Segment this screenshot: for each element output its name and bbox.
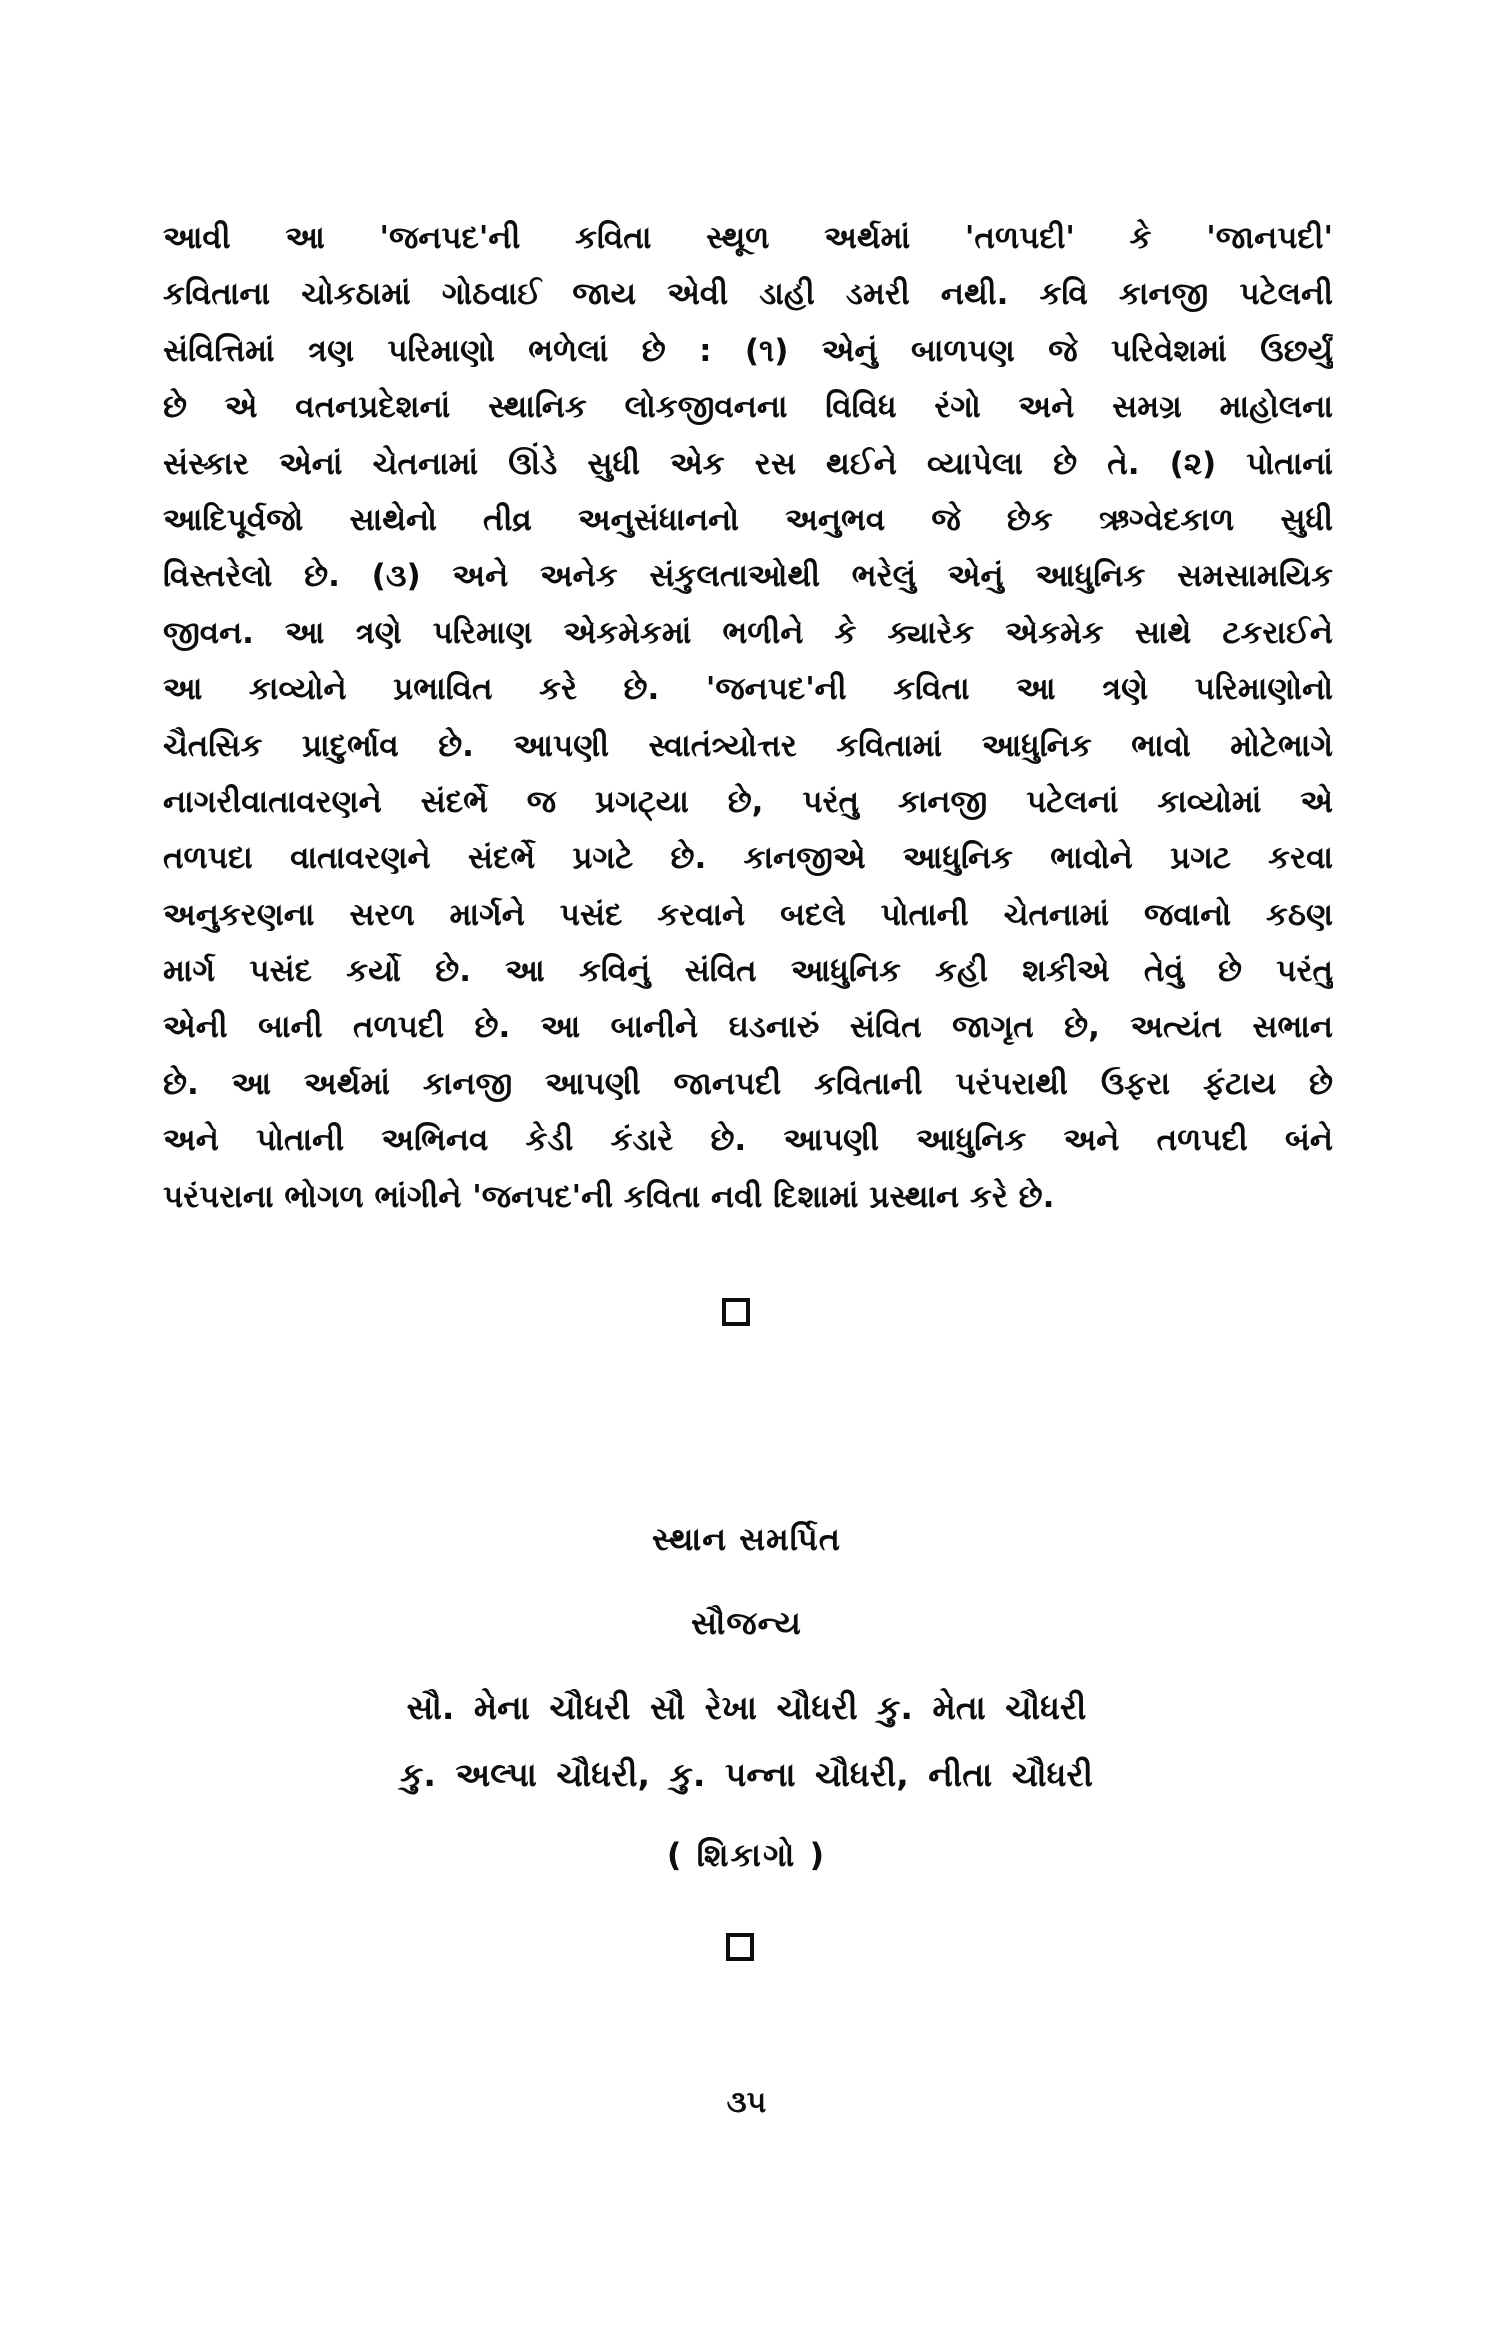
paragraph-line: કવિતાના ચોકઠામાં ગોઠવાઈ જાય એવી ડાહી ડમરી નથી. કવિ કાનજી પટેલની — [163, 276, 1333, 313]
paragraph-line: ચૈતસિક પ્રાદુર્ભાવ છે. આપણી સ્વાતંત્ર્યોત્તર કવિતામાં આધુનિક ભાવો મોટેભાગે — [163, 727, 1333, 764]
dedication-courtesy: સૌજન્ય — [691, 1604, 802, 1642]
paragraph-line: એની બાની તળપદી છે. આ બાનીને ઘડનારું સંવિત જાગૃત છે, અત્યંત સભાન — [163, 1009, 1333, 1046]
dedication-names-line: કુ. અલ્પા ચૌધરી, કુ. પન્ના ચૌધરી, નીતા ચૌધરી — [400, 1755, 1093, 1794]
paragraph-line: છે એ વતનપ્રદેશનાં સ્થાનિક લોકજીવનના વિવિધ રંગો અને સમગ્ર માહોલના — [163, 389, 1333, 426]
paragraph-line: આદિપૂર્વજો સાથેનો તીવ્ર અનુસંધાનનો અનુભવ જે છેક ઋગ્વેદકાળ સુધી — [163, 501, 1333, 538]
paragraph-line: માર્ગ પસંદ કર્યો છે. આ કવિનું સંવિત આધુનિક કહી શકીએ તેવું છે પરંતુ — [163, 953, 1333, 990]
paragraph-line: જીવન. આ ત્રણે પરિમાણ એકમેકમાં ભળીને કે ક્યારેક એકમેક સાથે ટકરાઈને — [163, 614, 1333, 651]
dedication-names-line: સૌ. મેના ચૌધરી સૌ રેખા ચૌધરી કુ. મેતા ચૌધરી — [406, 1688, 1087, 1727]
paragraph-line: આ કાવ્યોને પ્રભાવિત કરે છે. 'જનપદ'ની કવિતા આ ત્રણે પરિમાણોનો — [163, 671, 1333, 708]
dedication-city: ( શિકાગો ) — [666, 1836, 827, 1874]
paragraph-line: અને પોતાની અભિનવ કેડી કંડારે છે. આપણી આધુનિક અને તળપદી બંને — [163, 1122, 1333, 1159]
section-end-square-icon — [722, 1298, 750, 1326]
paragraph-line: આવી આ 'જનપદ'ની કવિતા સ્થૂળ અર્થમાં 'તળપદી' કે 'જાનપદી' — [163, 220, 1333, 256]
section-end-square-icon — [726, 1933, 754, 1961]
paragraph-line: સંવિત્તિમાં ત્રણ પરિમાણો ભળેલાં છે : (૧) એનું બાળપણ જે પરિવેશમાં ઉછર્યું — [163, 332, 1333, 369]
paragraph-line: વિસ્તરેલો છે. (૩) અને અનેક સંકુલતાઓથી ભરેલું એનું આધુનિક સમસામયિક — [163, 558, 1333, 595]
body-paragraph — [163, 210, 1333, 1225]
paragraph-line: છે. આ અર્થમાં કાનજી આપણી જાનપદી કવિતાની પરંપરાથી ઉફરા ફંટાય છે — [163, 1065, 1333, 1102]
paragraph-line: સંસ્કાર એનાં ચેતનામાં ઊંડે સુધી એક રસ થઈને વ્યાપેલા છે તે. (૨) પોતાનાં — [163, 445, 1333, 482]
dedication-heading: સ્થાન સમર્પિત — [652, 1520, 841, 1558]
paragraph-line: નાગરીવાતાવરણને સંદર્ભે જ પ્રગટ્યા છે, પરંતુ કાનજી પટેલનાં કાવ્યોમાં એ — [163, 783, 1333, 820]
paragraph-line: પરંપરાના ભોગળ ભાંગીને 'જનપદ'ની કવિતા નવી દિશામાં પ્રસ્થાન કરે છે. — [163, 1178, 1055, 1215]
page-number: ૩૫ — [726, 2085, 767, 2120]
paragraph-line: અનુકરણના સરળ માર્ગને પસંદ કરવાને બદલે પોતાની ચેતનામાં જવાનો કઠણ — [163, 896, 1333, 933]
paragraph-line: તળપદા વાતાવરણને સંદર્ભે પ્રગટે છે. કાનજીએ આધુનિક ભાવોને પ્રગટ કરવા — [163, 840, 1333, 877]
